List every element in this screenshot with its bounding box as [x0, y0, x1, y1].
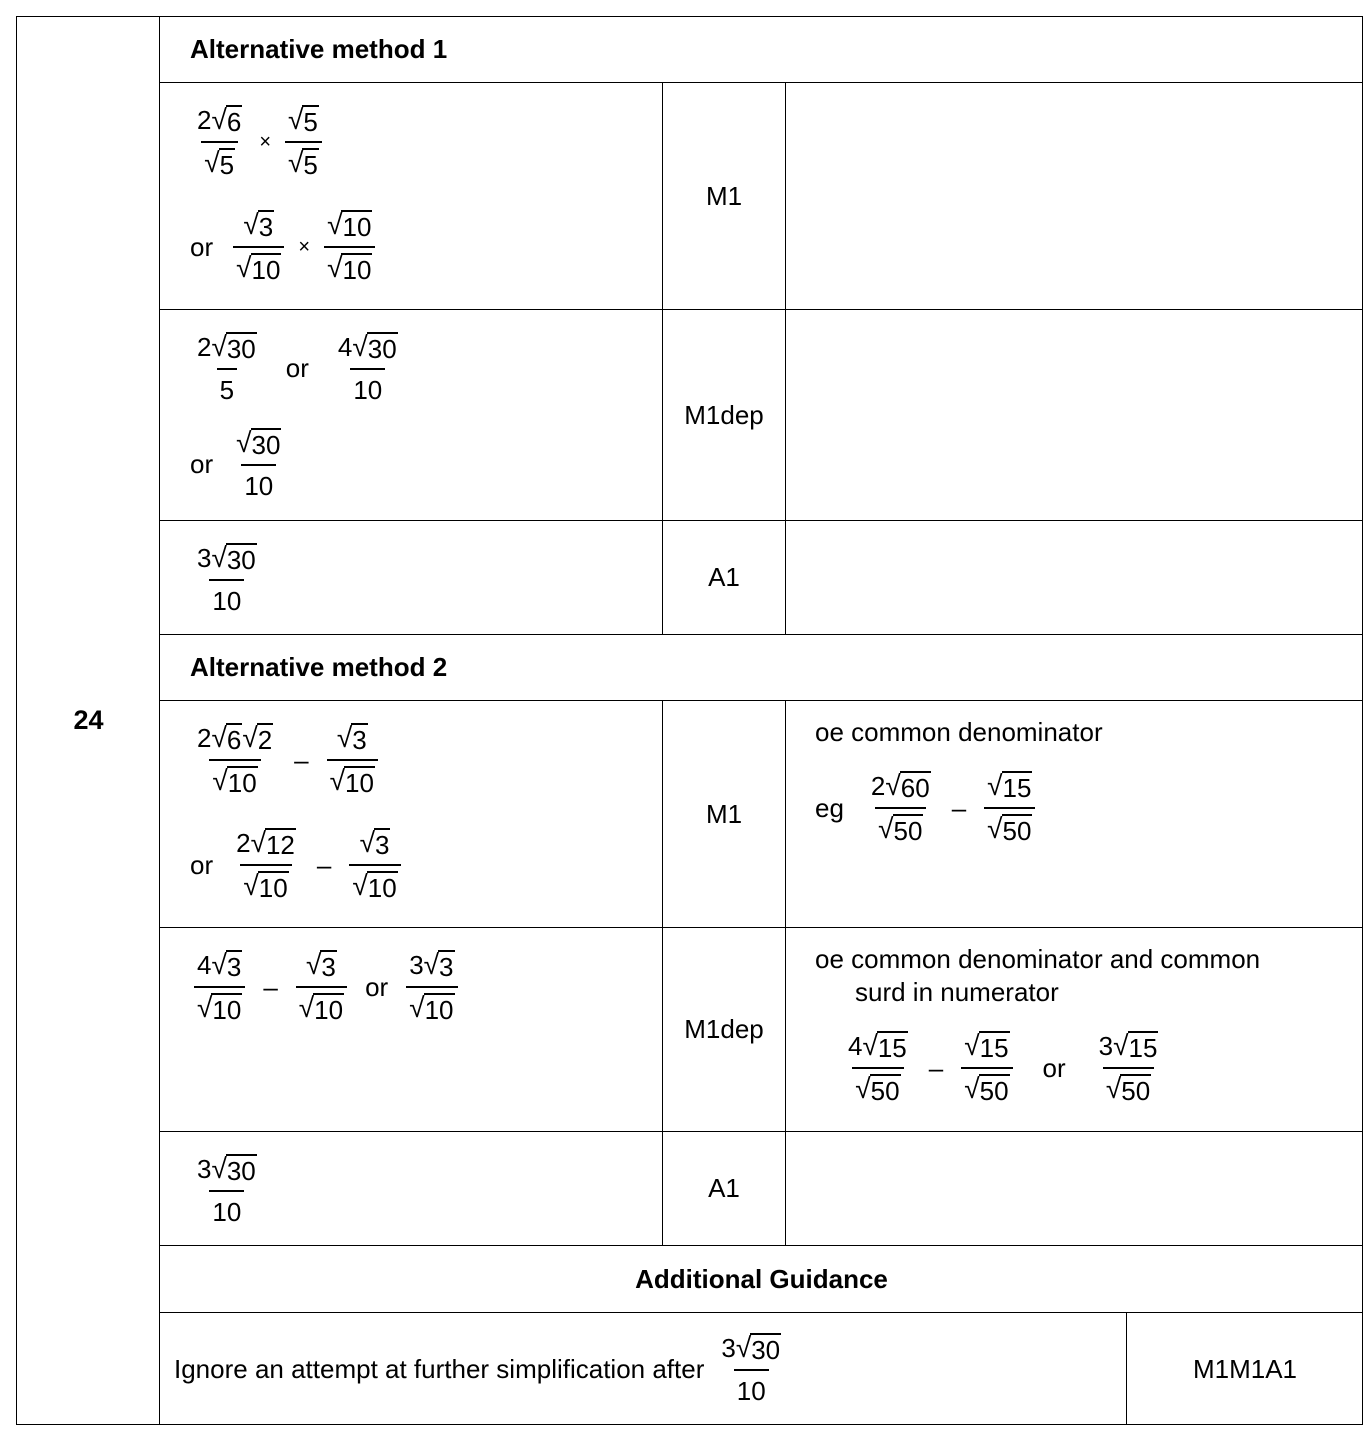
comment-text: oe common denominator and common: [815, 944, 1261, 974]
fraction: 4 √ 30 10: [337, 331, 397, 405]
minus-sign: –: [928, 1052, 944, 1083]
fraction: 3 √ 3 √ 10: [406, 948, 457, 1026]
fraction: √ 3 √ 10: [327, 721, 378, 799]
method1-header-row: [160, 17, 1363, 83]
working-line: [190, 103, 326, 181]
or-label: or: [190, 231, 214, 262]
comment-cell: [786, 928, 1363, 1131]
method2-step2-row: [160, 928, 1363, 1132]
example-line: [841, 1029, 1165, 1107]
comment-cell: [786, 701, 1363, 927]
method1-step3-row: [160, 521, 1363, 635]
mark-cell: A1: [663, 521, 786, 634]
eg-label: eg: [815, 792, 844, 823]
minus-sign: –: [951, 792, 967, 823]
mark-cell: M1: [663, 701, 786, 927]
fraction: √ 3 √ 10: [349, 826, 400, 904]
method2-step3-row: [160, 1132, 1363, 1246]
working-line: [190, 330, 405, 407]
comment-text: oe common denominator: [815, 717, 1103, 747]
fraction: √ 3 √ 10: [296, 948, 347, 1026]
answer-cell: [160, 1132, 663, 1245]
mark-cell: A1: [663, 1132, 786, 1245]
fraction: √ 30 10: [236, 427, 281, 501]
fraction: 3 √ 30 10: [721, 1332, 781, 1406]
fraction: 2 √ 12 √ 10: [236, 827, 295, 903]
or-label: or: [1042, 1052, 1066, 1083]
working-line: [190, 948, 462, 1026]
method2-step1-row: [160, 701, 1363, 928]
guidance-title: Additional Guidance: [635, 1263, 888, 1294]
example-line: [815, 769, 1039, 847]
mark-cell: M1dep: [663, 928, 786, 1131]
method2-title: Alternative method 2: [190, 652, 448, 682]
working-line: [190, 826, 405, 904]
fraction: 2 √ 6 √ 5: [197, 104, 242, 180]
fraction: 2 √ 60 √ 50: [870, 770, 930, 846]
fraction: 4 √ 15 √ 50: [848, 1030, 907, 1106]
answer-cell: [160, 521, 663, 634]
times-sign: ×: [298, 235, 311, 258]
fraction: √ 5 √ 5: [285, 103, 322, 181]
working-line: [190, 721, 382, 799]
method1-step1-row: [160, 83, 1363, 310]
answer-cell: [160, 701, 663, 927]
fraction: √ 15 √ 50: [984, 769, 1035, 847]
minus-sign: –: [294, 744, 309, 775]
or-label: or: [190, 449, 214, 479]
question-number: 24: [73, 705, 104, 735]
fraction: 3 √ 30 10: [197, 542, 256, 616]
fraction: 3 √ 30 10: [197, 1153, 256, 1227]
answer-cell: [160, 310, 663, 520]
mark-scheme-table: [16, 16, 1363, 1425]
fraction: 4 √ 3 √ 10: [194, 948, 245, 1026]
comment-text: surd in numerator: [855, 977, 1059, 1007]
comment-cell: [786, 1132, 1363, 1245]
minus-sign: –: [263, 971, 278, 1002]
mark-cell: M1: [663, 83, 786, 309]
method2-header-row: [160, 635, 1363, 701]
or-label: or: [285, 353, 309, 383]
question-column: [17, 17, 160, 1424]
fraction: 2 √ 6 √ 2 √ 10: [197, 722, 273, 798]
method1-step2-row: [160, 310, 1363, 521]
answer-cell: [160, 928, 663, 1131]
fraction: 3 √ 15 √ 50: [1098, 1030, 1158, 1106]
answer-cell: [160, 83, 663, 309]
fraction: √ 10 √ 10: [324, 208, 375, 286]
guidance-header-row: [160, 1246, 1363, 1313]
method1-title: Alternative method 1: [190, 34, 448, 64]
guidance-text-cell: [160, 1313, 1127, 1425]
guidance-text: Ignore an attempt at further simplification after: [174, 1354, 705, 1384]
guidance-line: [174, 1331, 788, 1408]
working-line: [190, 541, 264, 618]
comment-cell: [786, 521, 1363, 634]
comment-cell: [786, 83, 1363, 309]
or-label: or: [365, 971, 389, 1002]
working-line: [190, 1152, 264, 1229]
working-line: [190, 208, 379, 286]
comment-cell: [786, 310, 1363, 520]
fraction: √ 15 √ 50: [961, 1029, 1012, 1107]
mark-cell: M1dep: [663, 310, 786, 520]
or-label: or: [190, 849, 214, 880]
fraction: 2 √ 30 5: [197, 331, 256, 405]
guidance-row: [160, 1313, 1363, 1425]
working-line: [190, 426, 288, 503]
times-sign: ×: [259, 130, 271, 153]
minus-sign: –: [316, 849, 332, 880]
fraction: √ 3 √ 10: [233, 208, 284, 286]
guidance-marks: M1M1A1: [1192, 1353, 1298, 1384]
